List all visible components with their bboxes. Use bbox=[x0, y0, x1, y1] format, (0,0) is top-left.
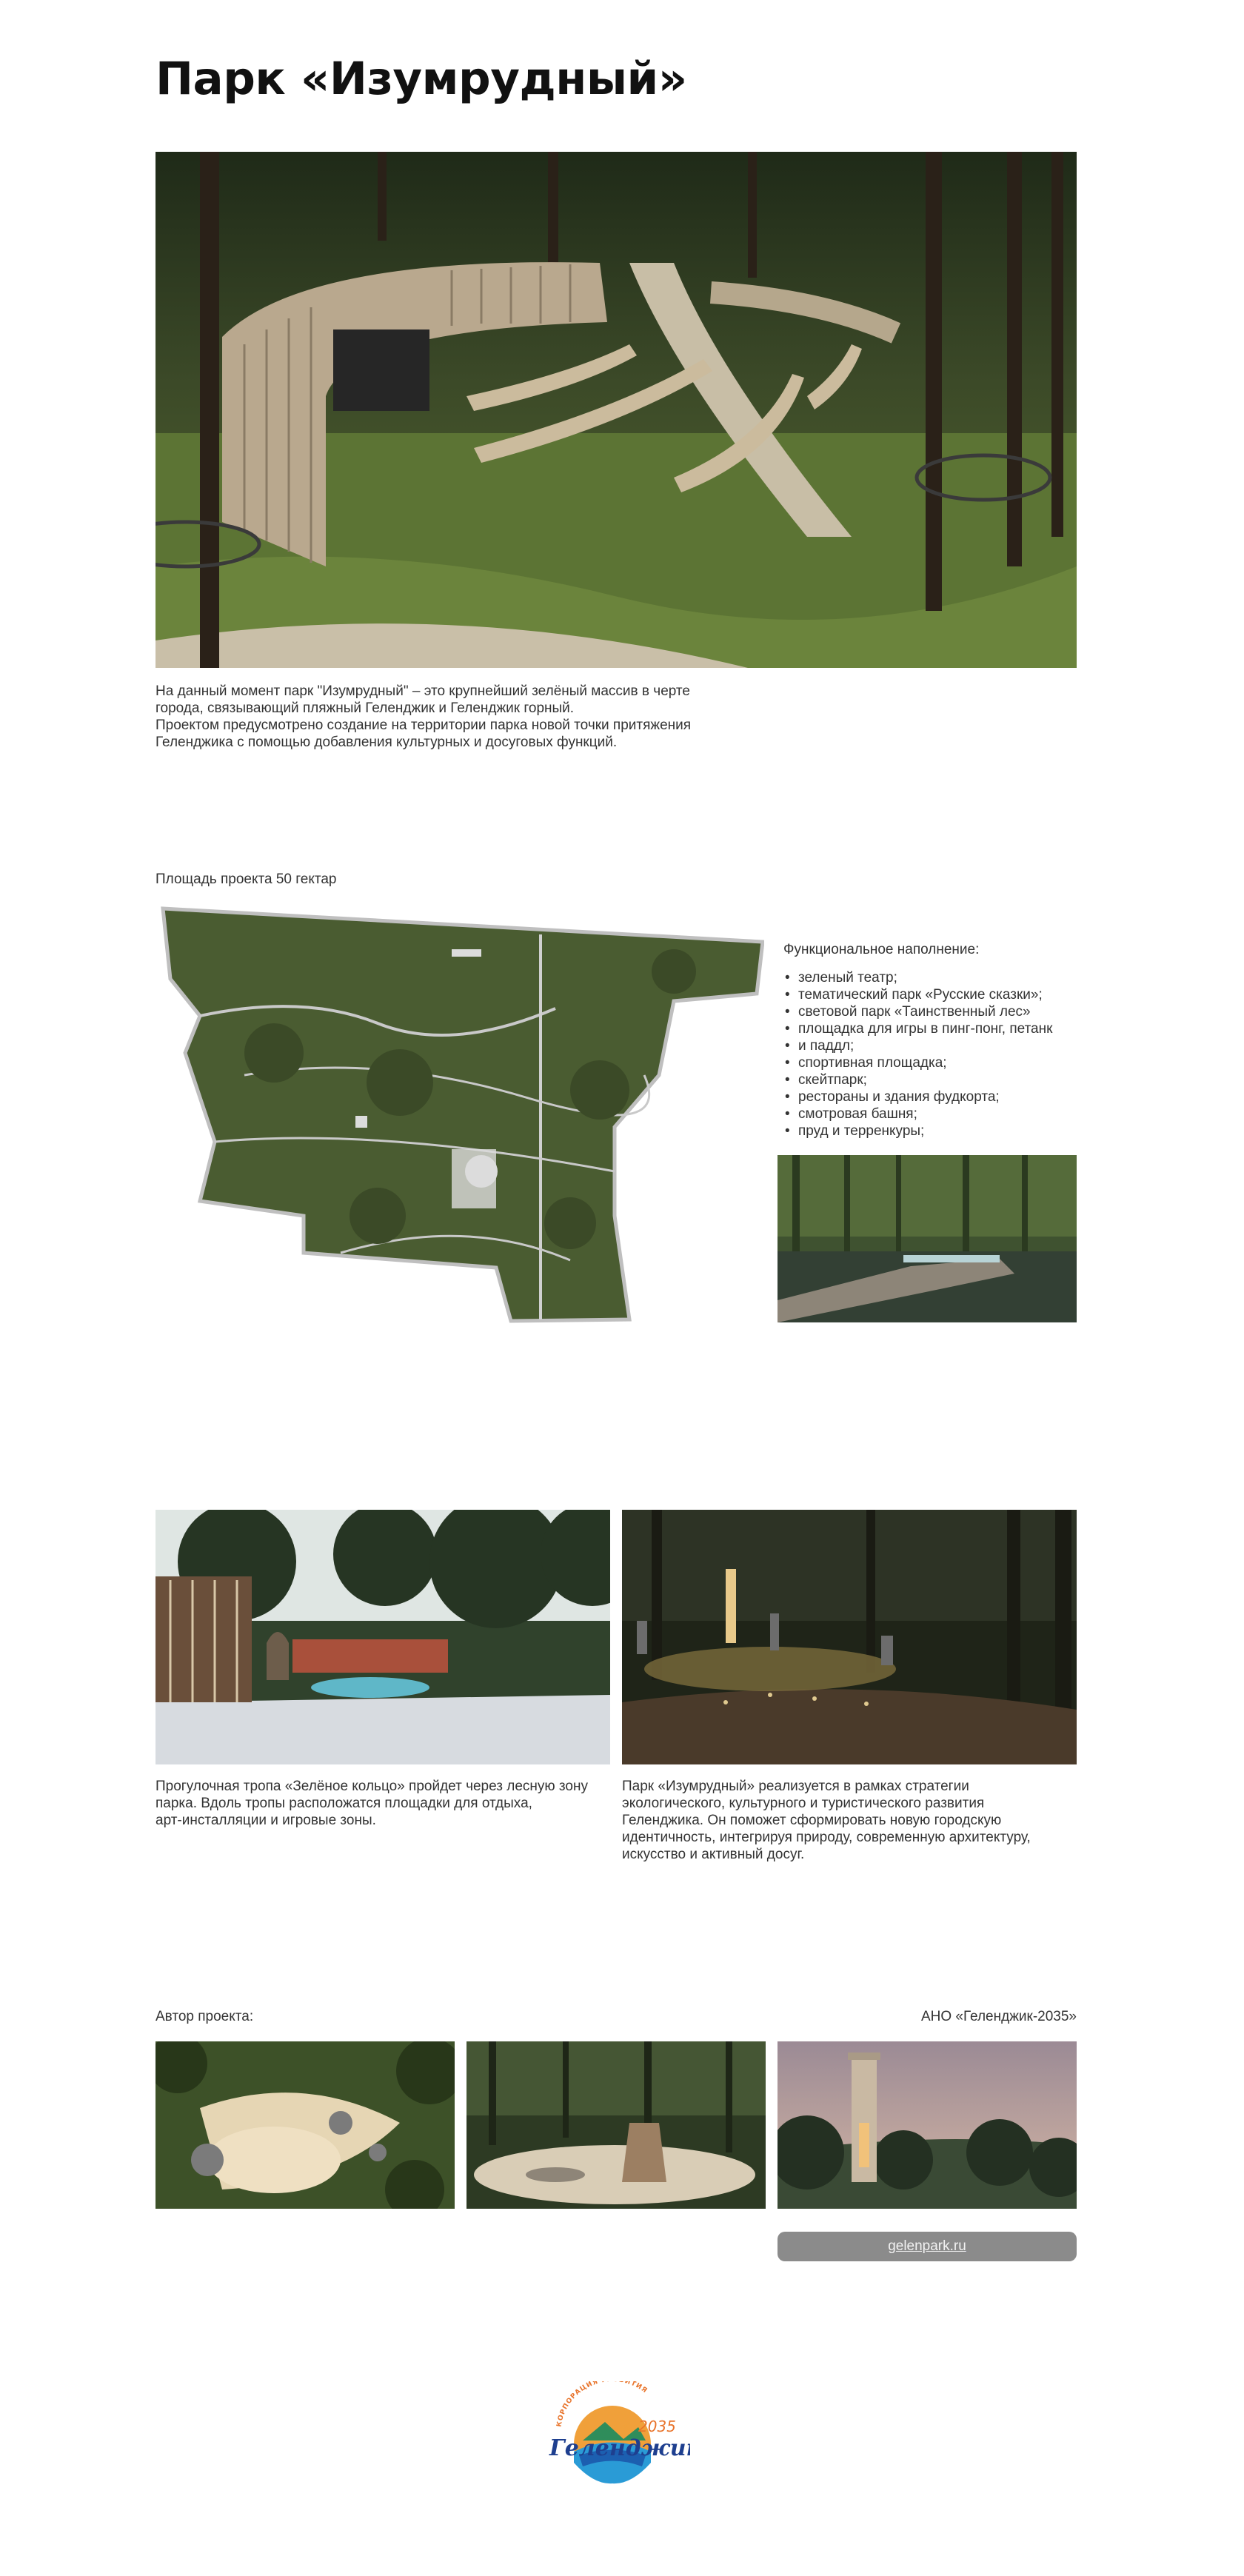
author-name: АНО «Геленджик-2035» bbox=[920, 2009, 1077, 2024]
evening-park-image bbox=[622, 1510, 1077, 1764]
functional-title: Функциональное наполнение: bbox=[783, 942, 980, 957]
gelendzhik-2035-logo bbox=[535, 2381, 690, 2485]
page-title: Парк «Изумрудный» bbox=[156, 53, 687, 105]
strategy-caption-line: Геленджика. Он поможет сформировать новую городскую bbox=[622, 1813, 1002, 1828]
logo-arc-text: КОРПОРАЦИЯ ИТИЯ bbox=[555, 2381, 649, 2428]
site-link-label: gelenpark.ru bbox=[888, 2238, 966, 2254]
strategy-caption-line: идентичность, интегрируя природу, современную архитектуру, bbox=[622, 1830, 1031, 1845]
functional-item: • спортивная площадка; bbox=[783, 1054, 1080, 1071]
strategy-caption-line: Парк «Изумрудный» реализуется в рамках стратегии bbox=[622, 1779, 969, 1794]
green-ring-trail-image bbox=[156, 1510, 610, 1764]
site-link-button[interactable] bbox=[778, 2232, 1077, 2261]
strategy-caption-line: экологического, культурного и туристического развития bbox=[622, 1796, 985, 1811]
intro-line: На данный момент парк "Изумрудный" – это крупнейший зелёный массив в черте bbox=[156, 683, 690, 699]
play-area-image bbox=[466, 2041, 766, 2209]
functional-item: • зеленый театр; bbox=[783, 969, 1080, 986]
functional-item: • скейтпарк; bbox=[783, 1071, 1080, 1088]
functional-item-continuation: • и паддл; bbox=[783, 1037, 1080, 1054]
intro-line: Проектом предусмотрено создание на территории парка новой точки притяжения bbox=[156, 717, 692, 733]
pond-image bbox=[778, 1155, 1077, 1322]
author-label: Автор проекта: bbox=[156, 2009, 254, 2024]
functional-item: • тематический парк «Русские сказки»; bbox=[783, 986, 1080, 1003]
functional-item: • смотровая башня; bbox=[783, 1105, 1080, 1123]
functional-list bbox=[783, 969, 1080, 1140]
trail-caption-line: парка. Вдоль тропы расположатся площадки для отдыха, bbox=[156, 1796, 532, 1811]
trail-caption-line: Прогулочная тропа «Зелёное кольцо» пройдет через лесную зону bbox=[156, 1779, 588, 1794]
logo-word: Геленджик bbox=[549, 2435, 690, 2461]
functional-item: • пруд и терренкуры; bbox=[783, 1123, 1080, 1140]
functional-item: • рестораны и здания фудкорта; bbox=[783, 1088, 1080, 1105]
strategy-caption-line: искусство и активный досуг. bbox=[622, 1847, 805, 1862]
strategy-caption bbox=[622, 1778, 1081, 1863]
trail-caption bbox=[156, 1778, 615, 1829]
functional-item: • площадка для игры в пинг-понг, петанк bbox=[783, 1020, 1080, 1037]
area-label: Площадь проекта 50 гектар bbox=[156, 872, 337, 887]
intro-paragraph bbox=[156, 683, 822, 751]
hero-amphitheater-image bbox=[156, 152, 1077, 668]
site-plan-map bbox=[156, 905, 764, 1325]
observation-tower-image bbox=[778, 2041, 1077, 2209]
trail-caption-line: арт-инсталляции и игровые зоны. bbox=[156, 1813, 376, 1828]
playground-aerial-image bbox=[156, 2041, 455, 2209]
logo-year: 2035 bbox=[638, 2418, 676, 2435]
intro-line: Геленджика с помощью добавления культурных и досуговых функций. bbox=[156, 735, 618, 750]
functional-item: • световой парк «Таинственный лес» bbox=[783, 1003, 1080, 1020]
intro-line: города, связывающий пляжный Геленджик и Геленджик горный. bbox=[156, 700, 575, 716]
